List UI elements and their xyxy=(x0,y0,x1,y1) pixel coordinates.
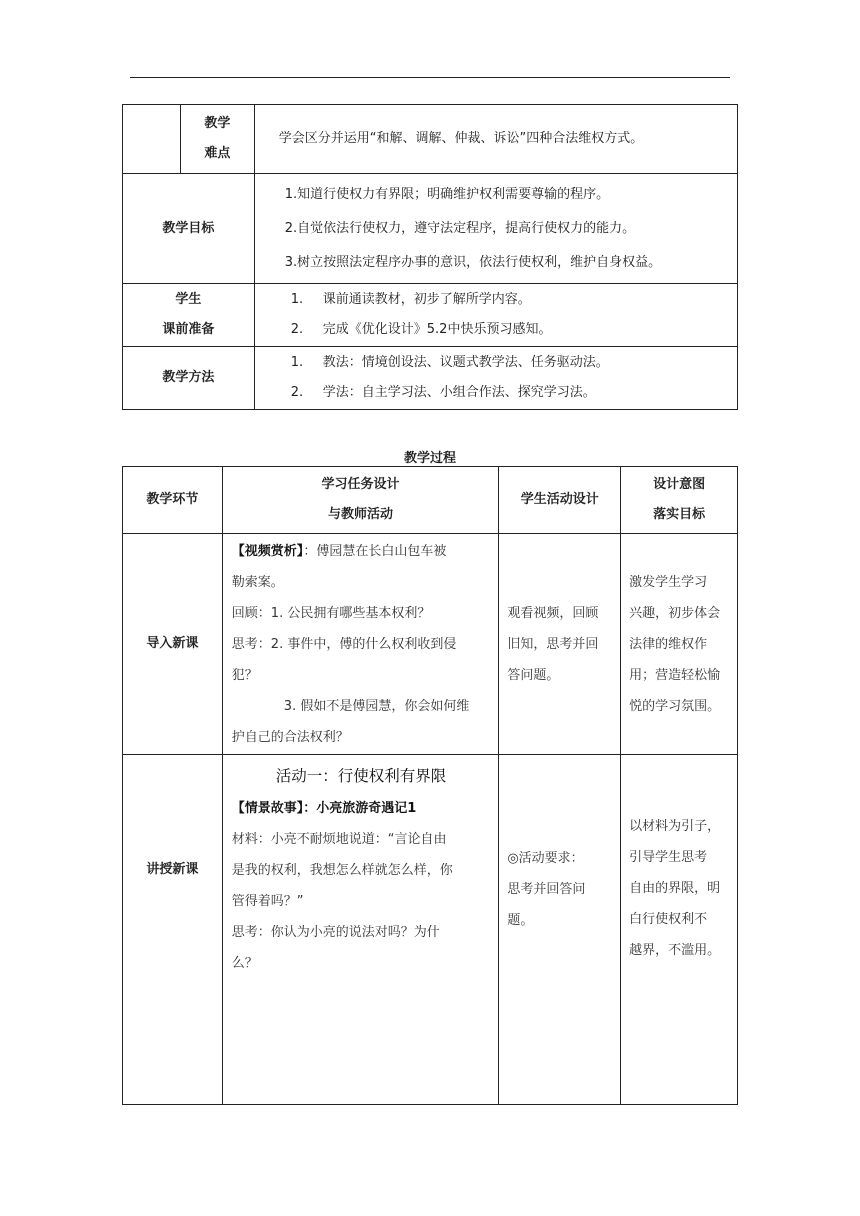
intro-stage: 导入新课 xyxy=(123,534,223,755)
task-line: 思考：2. 事件中，傅的什么权利收到侵 xyxy=(231,636,457,652)
teaching-student xyxy=(499,755,621,1105)
intro-row xyxy=(123,534,738,755)
objective-item: 3.树立按照法定程序办事的意识，依法行使权利，维护自身权益。 xyxy=(284,254,662,270)
student-line: 题。 xyxy=(507,913,534,928)
item-text: 完成《优化设计》5.2中快乐预习感知。 xyxy=(322,322,552,337)
teaching-stage: 讲授新课 xyxy=(123,755,223,1105)
story-heading: 【情景故事】：小亮旅游奇遇记1 xyxy=(231,801,417,816)
task-line-text: ：傅园慧在长白山包车被 xyxy=(303,543,447,559)
blank-cell xyxy=(123,105,181,174)
preparation-label-line1: 学生 xyxy=(175,292,202,307)
intent-line: 引导学生思考 xyxy=(629,850,708,865)
intro-student xyxy=(499,534,621,755)
task-line: 护自己的合法权利？ xyxy=(231,729,349,745)
methods-row xyxy=(123,347,738,410)
difficulty-label xyxy=(180,105,254,174)
preparation-label xyxy=(123,284,255,347)
item-text: 教法：情境创设法、议题式教学法、任务驱动法。 xyxy=(322,355,609,370)
intro-intent xyxy=(621,534,738,755)
intent-line: 悦的学习氛围。 xyxy=(629,698,721,714)
preparation-row xyxy=(123,284,738,347)
intent-line: 以材料为引子， xyxy=(629,819,721,834)
methods-label: 教学方法 xyxy=(123,347,255,410)
difficulty-label-line1: 教学 xyxy=(204,116,231,131)
task-line: 么？ xyxy=(231,956,258,971)
task-line: 回顾：1. 公民拥有哪些基本权利？ xyxy=(231,605,431,621)
intro-task xyxy=(222,534,499,755)
student-line: ◎活动要求： xyxy=(507,851,584,866)
intent-line: 越界，不滥用。 xyxy=(629,943,721,958)
header-task-line2: 与教师活动 xyxy=(328,507,394,522)
lesson-info-table xyxy=(122,104,738,410)
method-item xyxy=(291,348,737,378)
intent-line: 白行使权利不 xyxy=(629,912,708,927)
difficulty-row xyxy=(123,105,738,174)
header-intent-line1: 设计意图 xyxy=(653,477,706,492)
header-task xyxy=(222,467,499,534)
student-line: 旧知，思考并回 xyxy=(507,636,599,652)
header-stage: 教学环节 xyxy=(123,467,223,534)
task-line: 是我的权利，我想怎么样就怎么样，你 xyxy=(231,863,453,878)
item-number: 2. xyxy=(290,322,304,337)
process-table xyxy=(122,466,738,1105)
teaching-intent xyxy=(621,755,738,1105)
student-line: 答问题。 xyxy=(507,667,560,683)
objective-item: 1.知道行使权力有界限；明确维护权利需要尊输的程序。 xyxy=(284,186,610,202)
item-number: 1. xyxy=(290,292,304,307)
intent-line: 法律的维权作 xyxy=(629,636,708,652)
intent-line: 激发学生学习 xyxy=(629,574,708,590)
item-text: 课前通读教材，初步了解所学内容。 xyxy=(322,292,531,307)
item-number: 2. xyxy=(290,385,304,400)
task-line: 管得着吗？” xyxy=(231,894,304,909)
task-line: 犯？ xyxy=(231,667,258,683)
task-line xyxy=(232,536,491,567)
item-number: 1. xyxy=(290,355,304,370)
preparation-list xyxy=(254,284,737,347)
task-line: 思考：你认为小亮的说法对吗？为什 xyxy=(231,925,440,940)
preparation-item xyxy=(291,285,737,315)
activity-title: 活动一：行使权利有界限 xyxy=(275,767,447,785)
header-task-line1: 学习任务设计 xyxy=(321,477,400,492)
intent-line: 兴趣，初步体会 xyxy=(629,605,721,621)
teaching-task xyxy=(222,755,499,1105)
objectives-row xyxy=(123,174,738,284)
difficulty-text: 学会区分并运用“和解、调解、仲裁、诉讼”四种合法维权方式。 xyxy=(254,105,737,174)
header-student: 学生活动设计 xyxy=(499,467,621,534)
teaching-row xyxy=(123,755,738,1105)
preparation-item xyxy=(291,315,737,345)
intent-line: 自由的界限，明 xyxy=(629,881,721,896)
methods-list xyxy=(254,347,737,410)
task-line: 勒索案。 xyxy=(231,574,284,590)
header-intent xyxy=(621,467,738,534)
task-line: 材料：小亮不耐烦地说道：“言论自由 xyxy=(231,832,447,847)
objectives-list xyxy=(254,174,737,284)
header-intent-line2: 落实目标 xyxy=(653,507,706,522)
header-rule xyxy=(130,77,730,78)
objective-item: 2.自觉依法行使权力，遵守法定程序，提高行使权力的能力。 xyxy=(284,220,636,236)
method-item xyxy=(291,378,737,408)
student-line: 观看视频，回顾 xyxy=(507,605,599,621)
intent-line: 用；营造轻松愉 xyxy=(629,667,721,683)
preparation-label-line2: 课前准备 xyxy=(162,322,215,337)
process-header-row xyxy=(123,467,738,534)
task-line: 3. 假如不是傅园慧，你会如何维 xyxy=(231,698,470,714)
video-tag: 【视频赏析】 xyxy=(231,543,304,559)
item-text: 学法：自主学习法、小组合作法、探究学习法。 xyxy=(322,385,596,400)
process-caption: 教学过程 xyxy=(403,451,456,466)
difficulty-label-line2: 难点 xyxy=(204,146,231,161)
objectives-label: 教学目标 xyxy=(123,174,255,284)
student-line: 思考并回答问 xyxy=(507,882,586,897)
